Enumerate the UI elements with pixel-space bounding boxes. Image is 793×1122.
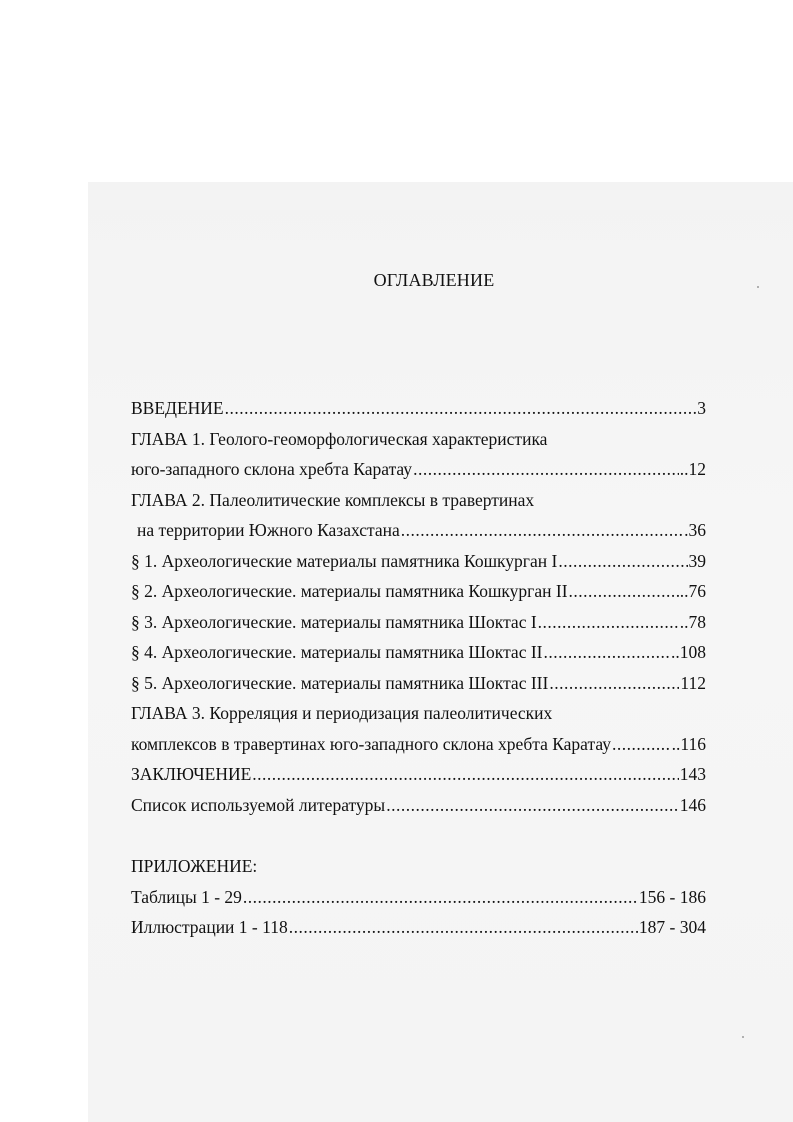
toc-entry-page: ..116 — [671, 733, 706, 754]
toc-entry-text: § 5. Археологические. материалы памятника Шоктас III — [131, 672, 549, 693]
toc-entry-section3[interactable] — [131, 607, 706, 638]
dot-leader — [225, 393, 697, 424]
toc-entry-page: 156 - 186 — [638, 886, 706, 907]
toc-entry-text: ГЛАВА 3. Корреляция и периодизация палеолитических — [131, 703, 553, 723]
toc-entry-text: Таблицы 1 - 29 — [131, 886, 242, 907]
toc-entry-bibliography[interactable] — [131, 790, 706, 821]
page-title: ОГЛАВЛЕНИЕ — [373, 270, 495, 290]
toc-entry-text: § 1. Археологические материалы памятника Кошкурган I — [131, 550, 558, 571]
dot-leader — [252, 759, 678, 790]
toc-entry-page: 146 — [679, 794, 706, 815]
toc-entry-page: ..78 — [679, 611, 706, 632]
toc-entry-page: 39 — [688, 550, 706, 571]
toc-entry-chapter2-cont[interactable] — [131, 515, 706, 546]
toc-entry-text: ВВЕДЕНИЕ — [131, 398, 224, 418]
toc-entry-text: Список используемой литературы — [131, 794, 386, 815]
toc-entry-section1[interactable] — [131, 546, 706, 577]
toc-entry-conclusion[interactable] — [131, 759, 706, 790]
toc-entry-section4[interactable] — [131, 637, 706, 668]
toc-entry-text: комплексов в травертинах юго-западного склона хребта Каратау — [131, 733, 611, 754]
toc-entry-chapter3-cont[interactable] — [131, 729, 706, 760]
dot-leader — [386, 790, 679, 821]
dot-leader — [549, 668, 679, 699]
appendix-heading-text: ПРИЛОЖЕНИЕ: — [131, 856, 258, 876]
toc-entry-tables[interactable] — [131, 882, 706, 913]
toc-entry-page: ..12 — [679, 459, 706, 479]
table-of-contents — [131, 393, 706, 943]
dot-leader — [243, 882, 638, 913]
toc-entry-page: .36 — [684, 520, 706, 540]
toc-entry-section2[interactable] — [131, 576, 706, 607]
dot-leader — [558, 546, 687, 577]
dot-leader — [289, 912, 638, 943]
dot-leader — [413, 454, 679, 485]
toc-entry-page: ..108 — [671, 642, 706, 662]
toc-entry-introduction[interactable] — [131, 393, 706, 424]
toc-entry-text: на территории Южного Казахстана — [137, 520, 400, 540]
toc-entry-chapter1-cont[interactable] — [131, 454, 706, 485]
toc-entry-page: 3 — [697, 398, 706, 418]
toc-entry-text: § 4. Археологические. материалы памятника Шоктас II — [131, 642, 543, 662]
toc-entry-text: ЗАКЛЮЧЕНИЕ — [131, 764, 252, 784]
toc-entry-page: 187 - 304 — [638, 917, 706, 937]
toc-entry-chapter3-title[interactable] — [131, 698, 706, 729]
appendix-heading — [131, 851, 706, 882]
toc-entry-chapter2-title[interactable] — [131, 485, 706, 516]
toc-entry-section5[interactable] — [131, 668, 706, 699]
toc-entry-illustrations[interactable] — [131, 912, 706, 943]
toc-entry-chapter1-title[interactable] — [131, 424, 706, 455]
toc-entry-text: юго-западного склона хребта Каратау — [131, 459, 413, 479]
toc-entry-page: 143 — [679, 764, 706, 784]
toc-entry-text: Иллюстрации 1 - 118 — [131, 917, 288, 937]
dot-leader — [569, 576, 679, 607]
section-gap — [131, 820, 706, 851]
toc-entry-page: 112 — [680, 672, 706, 693]
dot-leader — [401, 515, 683, 546]
toc-entry-text: § 2. Археологические. материалы памятника Кошкурган II — [131, 581, 568, 601]
toc-entry-text: § 3. Археологические. материалы памятника Шоктас I — [131, 611, 537, 632]
dot-leader — [538, 607, 679, 638]
toc-entry-page: ..76 — [679, 581, 706, 601]
dot-leader — [544, 637, 671, 668]
toc-entry-text: ГЛАВА 2. Палеолитические комплексы в травертинах — [131, 489, 535, 510]
dot-leader — [612, 729, 671, 760]
scan-speck — [742, 1036, 744, 1038]
toc-entry-text: ГЛАВА 1. Геолого-геоморфологическая характеристика — [131, 428, 548, 449]
